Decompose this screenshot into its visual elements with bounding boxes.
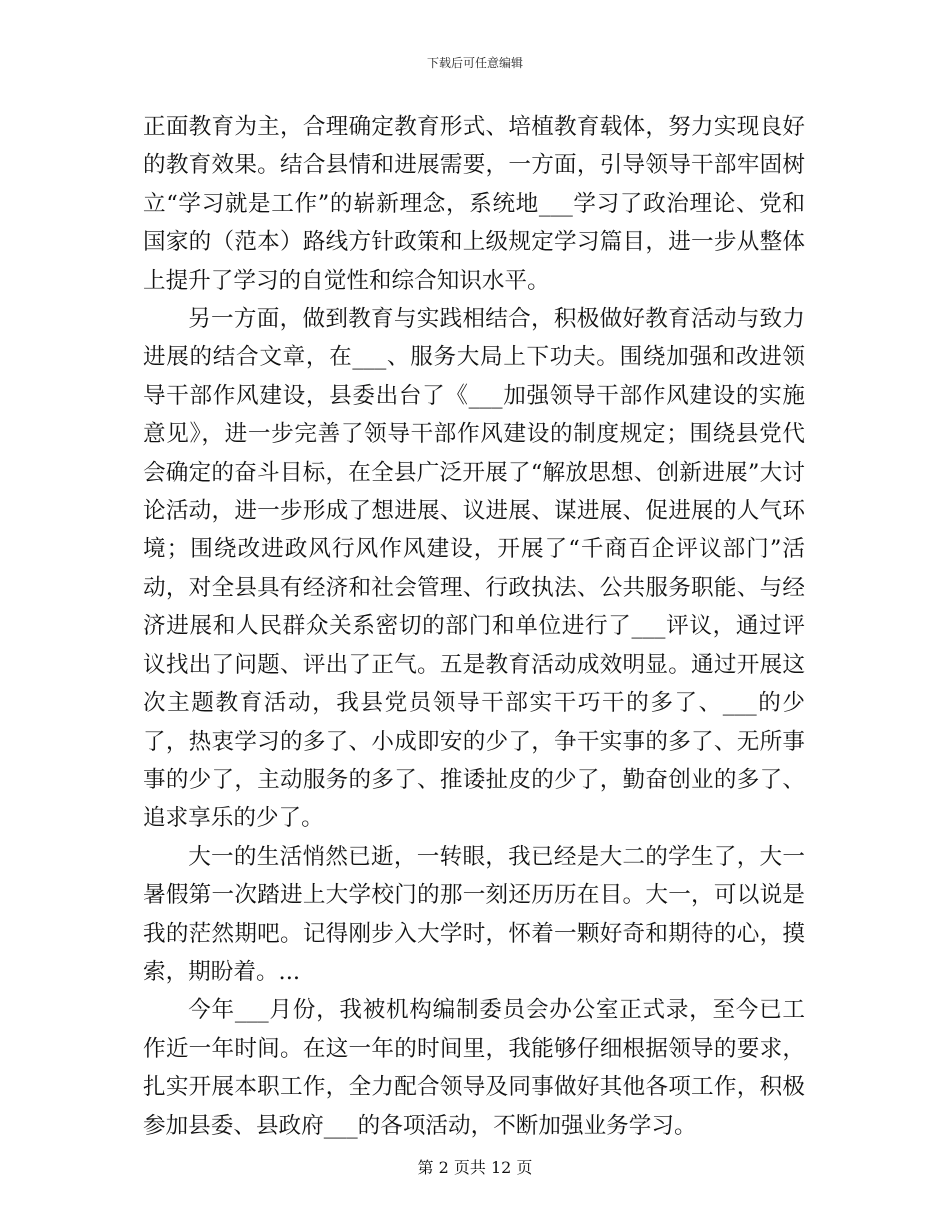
document-body <box>143 108 805 1145</box>
page-header: 下载后可任意编辑 <box>426 56 523 70</box>
paragraph-2: 另一方面，做到教育与实践相结合，积极做好教育活动与致力进展的结合文章，在___、服务大局上下功夫。围绕加强和改进领导干部作风建设，县委出台了《___加强领导干部作风建设的实施意见》，进一步完善了领导干部作风建设的制度规定；围绕县党代会确定的奋斗目标，在全县广泛开展了“解放思想、创新进展”大讨论活动，进一步形成了想进展、议进展、谋进展、促进展的人气环境；围绕改进政风行风作风建设，开展了“千商百企评议部门”活动，对全县具有经济和社会管理、行政执法、公共服务职能、与经济进展和人民群众关系密切的部门和单位进行了___评议，通过评议找出了问题、评出了正气。五是教育活动成效明显。通过开展这次主题教育活动，我县党员领导干部实干巧干的多了、___的少了，热衷学习的多了、小成即安的少了，争干实事的多了、无所事事的少了，主动服务的多了、推诿扯皮的少了，勤奋创业的多了、追求享乐的少了。 <box>143 306 805 832</box>
paragraph-3: 大一的生活悄然已逝，一转眼，我已经是大二的学生了，大一暑假第一次踏进上大学校门的那一刻还历历在目。大一，可以说是我的茫然期吧。记得刚步入大学时，怀着一颗好奇和期待的心，摸索，期盼着。... <box>143 843 805 985</box>
paragraph-1: 正面教育为主，合理确定教育形式、培植教育载体，努力实现良好的教育效果。结合县情和进展需要，一方面，引导领导干部牢固树立“学习就是工作”的崭新理念，系统地___学习了政治理论、党和国家的（范本）路线方针政策和上级规定学习篇目，进一步从整体上提升了学习的自觉性和综合知识水平。 <box>143 114 805 294</box>
paragraph-4: 今年___月份，我被机构编制委员会办公室正式录，至今已工作近一年时间。在这一年的时间里，我能够仔细根据领导的要求，扎实开展本职工作，全力配合领导及同事做好其他各项工作，积极参加县委、县政府___的各项活动，不断加强业务学习。 <box>143 997 805 1139</box>
page-footer: 第 2 页共 12 页 <box>417 1158 533 1177</box>
